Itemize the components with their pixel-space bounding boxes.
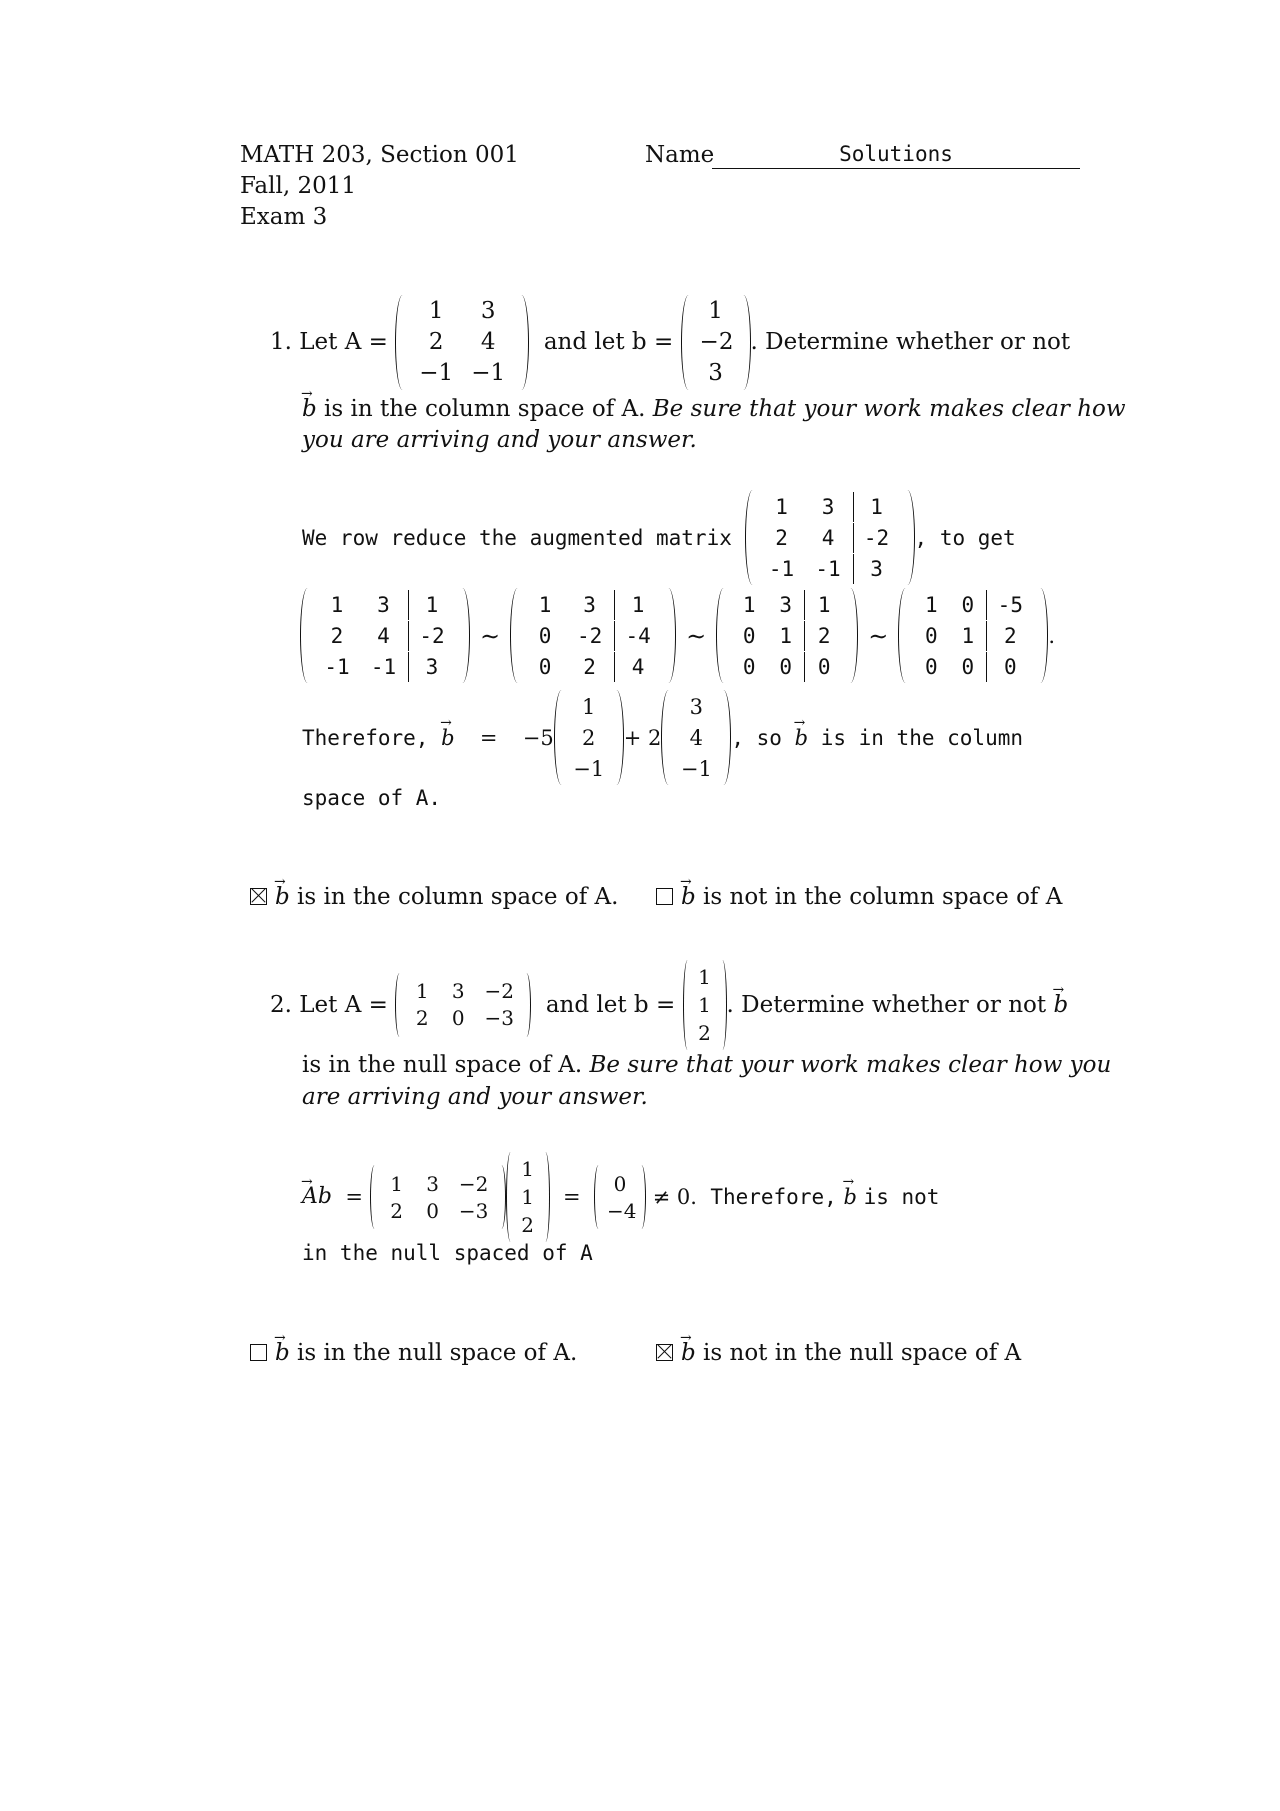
b-vector-symbol: → b: [843, 1182, 856, 1212]
q1-augmented-matrix: 1 3 1 2 4 -2 -1 -1 3: [745, 490, 915, 585]
q1-chain-matrix-1: 1 3 1 0 -2 -4 0 2 4: [510, 588, 676, 683]
b-vector-symbol: → b: [441, 723, 454, 753]
b-vector-symbol: → b: [795, 723, 808, 753]
q1-determine: . Determine whether or not: [750, 329, 1071, 355]
q2-and-let-b: and let b =: [545, 991, 676, 1018]
q2-statement: [270, 960, 1068, 1050]
q2-choice-no[interactable]: → b is not in the null space of A: [656, 1338, 1021, 1369]
q2-choice-yes[interactable]: → b is in the null space of A.: [250, 1338, 577, 1369]
q1-line3: you are arriving and your answer.: [302, 427, 697, 453]
q1-chain-matrix-3: 1 0 -5 0 1 2 0 0 0: [898, 588, 1048, 683]
checkbox-unchecked[interactable]: [656, 888, 673, 905]
ab-product: → Ab: [302, 1182, 332, 1212]
q1-row-reduction: 1 3 1 2 4 -2 -1 -1 3 ∼ 1 3 1 0 -2 -4 0 2 4 ∼ 1 3 1 0 1 2 0 0 0 ∼ 1 0 -5 0 1 2 0 0 0 .: [300, 588, 1055, 683]
checkbox-checked[interactable]: [250, 888, 267, 905]
q1-therefore: Therefore, → b = −5 1 2 −1 + 2 3 4 −1 , so → b is in the column: [302, 690, 1023, 785]
q1-coef1: −5: [522, 725, 554, 750]
checkbox-checked[interactable]: [656, 1344, 673, 1361]
q1-choice-yes[interactable]: → b is in the column space of A.: [250, 882, 618, 913]
q2-conclusion: in the null spaced of A: [302, 1241, 593, 1265]
course-title: MATH 203, Section 001: [240, 142, 519, 168]
q1-matrix-a: 1 3 2 4 −1 −1: [395, 295, 529, 390]
q2-result-vector: 0 −4: [594, 1165, 646, 1229]
q1-statement: [270, 295, 1070, 390]
exam-title: Exam 3: [240, 204, 328, 230]
q1-col-vector-1: 1 2 −1: [554, 690, 624, 785]
q1-chain-matrix-0: 1 3 1 2 4 -2 -1 -1 3: [300, 588, 470, 683]
q2-let-a: Let A =: [299, 991, 388, 1018]
q1-coef2: + 2: [623, 725, 662, 750]
q2-matrix-a: 1 3 −2 2 0 −3: [395, 973, 531, 1037]
q2-vector-b: 1 1 2: [683, 960, 727, 1050]
q1-number: 1.: [270, 329, 292, 355]
name-underline: [712, 168, 1080, 169]
name-value: Solutions: [839, 142, 953, 166]
q1-line2: → b is in the column space of A. Be sure that your work makes clear how: [302, 394, 1126, 425]
sim-symbol: ∼: [868, 621, 889, 650]
q2-number: 2.: [270, 991, 292, 1018]
q1-space-of-a: space of A.: [302, 786, 442, 810]
q2-determine: . Determine whether or not: [726, 991, 1047, 1018]
sim-symbol: ∼: [686, 621, 707, 650]
not-equal-zero: ≠ 0.: [652, 1185, 697, 1209]
q2-line3: are arriving and your answer.: [302, 1084, 648, 1110]
q1-choice-no[interactable]: → b is not in the column space of A: [656, 882, 1062, 913]
checkbox-unchecked[interactable]: [250, 1344, 267, 1361]
sim-symbol: ∼: [480, 621, 501, 650]
term: Fall, 2011: [240, 173, 356, 199]
q1-and-let-b: and let b =: [543, 329, 674, 355]
header-info: [240, 140, 519, 233]
name-label: Name: [645, 142, 715, 168]
q1-vector-b: 1 −2 3: [681, 295, 751, 390]
q2-work-vector-b: 1 1 2: [506, 1152, 550, 1242]
q1-let-a: Let A =: [299, 329, 388, 355]
q2-work: → Ab = 1 3 −2 2 0 −3 1 1 2 = 0 −4 ≠ 0. Therefore, → b is not: [302, 1152, 939, 1242]
q1-col-vector-2: 3 4 −1: [661, 690, 731, 785]
q2-line2: is in the null space of A. Be sure that your work makes clear how you: [302, 1052, 1112, 1078]
q1-chain-matrix-2: 1 3 1 0 1 2 0 0 0: [716, 588, 858, 683]
b-vector-symbol: → b: [1053, 990, 1068, 1021]
q2-work-matrix-a: 1 3 −2 2 0 −3: [370, 1165, 506, 1229]
b-vector-symbol: → b: [302, 394, 317, 425]
q1-work-intro: We row reduce the augmented matrix 1 3 1 2 4 -2 -1 -1 3 , to get: [302, 490, 1016, 585]
